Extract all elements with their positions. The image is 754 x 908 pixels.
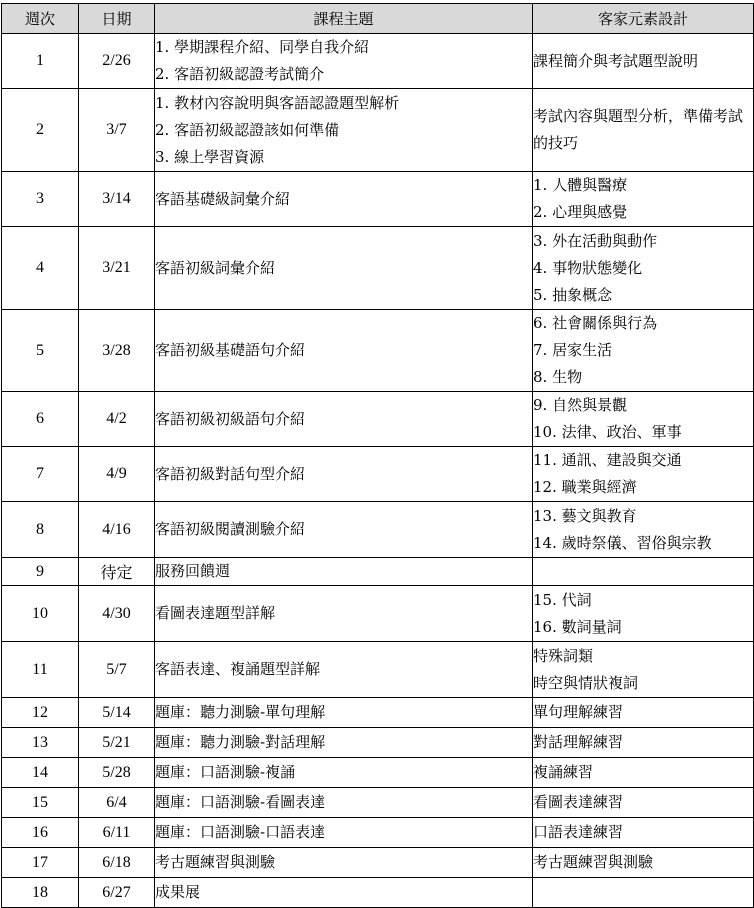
week-cell: 16 bbox=[2, 818, 79, 848]
table-row bbox=[2, 172, 754, 227]
date-cell: 5/28 bbox=[79, 758, 155, 788]
design-line: 考古題練習與測驗 bbox=[533, 853, 654, 871]
design-line: 2. 心理與感覺 bbox=[533, 203, 628, 221]
design-cell bbox=[533, 878, 754, 908]
design-cell bbox=[533, 392, 754, 447]
topic-cell bbox=[155, 758, 533, 788]
design-cell bbox=[533, 447, 754, 502]
header-design: 客家元素設計 bbox=[533, 4, 754, 34]
week-cell: 15 bbox=[2, 788, 79, 818]
week-cell: 18 bbox=[2, 878, 79, 908]
design-line: 時空與情狀複詞 bbox=[533, 673, 639, 692]
topic-cell bbox=[155, 848, 533, 878]
week-cell: 5 bbox=[2, 310, 79, 392]
header-week: 週次 bbox=[2, 4, 79, 34]
week-cell: 1 bbox=[2, 34, 79, 89]
table-row bbox=[2, 878, 754, 908]
topic-cell bbox=[155, 818, 533, 848]
topic-line: 客語基礎級詞彙介紹 bbox=[155, 189, 291, 208]
topic-cell bbox=[155, 728, 533, 758]
topic-line: 客語初級閱讀測驗介紹 bbox=[155, 520, 306, 538]
week-cell: 11 bbox=[2, 642, 79, 698]
design-cell bbox=[533, 788, 754, 818]
topic-line: 題庫：口語測驗-看圖表達 bbox=[155, 793, 326, 811]
design-cell bbox=[533, 728, 754, 758]
week-cell: 9 bbox=[2, 558, 79, 586]
topic-cell bbox=[155, 227, 533, 310]
design-cell bbox=[533, 586, 754, 642]
week-cell: 8 bbox=[2, 502, 79, 558]
topic-line: 客語初級初級語句介紹 bbox=[155, 409, 306, 428]
design-line: 15. 代詞 bbox=[533, 590, 592, 609]
header-row bbox=[2, 4, 754, 34]
week-cell: 6 bbox=[2, 392, 79, 447]
date-cell: 4/9 bbox=[79, 447, 155, 502]
week-cell: 3 bbox=[2, 172, 79, 227]
design-line: 課程簡介與考試題型說明 bbox=[533, 51, 699, 70]
table-row bbox=[2, 586, 754, 642]
topic-cell bbox=[155, 447, 533, 502]
design-line: 10. 法律、政治、軍事 bbox=[533, 423, 682, 441]
design-line: 8. 生物 bbox=[533, 368, 583, 386]
table-row bbox=[2, 818, 754, 848]
design-line: 16. 數詞量詞 bbox=[533, 617, 622, 636]
design-line: 複誦練習 bbox=[533, 763, 594, 781]
date-cell: 3/14 bbox=[79, 172, 155, 227]
date-cell: 4/2 bbox=[79, 392, 155, 447]
design-line: 12. 職業與經濟 bbox=[533, 478, 637, 496]
topic-line: 服務回饋週 bbox=[155, 562, 231, 580]
date-cell: 2/26 bbox=[79, 34, 155, 89]
date-cell: 6/18 bbox=[79, 848, 155, 878]
design-line: 單句理解練習 bbox=[533, 703, 624, 721]
date-cell: 5/7 bbox=[79, 642, 155, 698]
date-cell: 5/14 bbox=[79, 698, 155, 728]
week-cell: 2 bbox=[2, 89, 79, 172]
topic-line: 1. 學期課程介紹、同學自我介紹 bbox=[155, 38, 370, 56]
topic-line: 題庫：口語測驗-複誦 bbox=[155, 763, 296, 781]
design-cell bbox=[533, 558, 754, 586]
table-row bbox=[2, 728, 754, 758]
topic-cell bbox=[155, 878, 533, 908]
table-row bbox=[2, 227, 754, 310]
table-row bbox=[2, 558, 754, 586]
design-line: 9. 自然與景觀 bbox=[533, 396, 628, 414]
design-cell bbox=[533, 698, 754, 728]
design-cell bbox=[533, 172, 754, 227]
topic-cell bbox=[155, 642, 533, 698]
topic-line: 客語初級基礎語句介紹 bbox=[155, 341, 306, 359]
design-cell bbox=[533, 502, 754, 558]
topic-line: 客語表達、複誦題型詳解 bbox=[155, 660, 321, 678]
topic-line: 2. 客語初級認證該如何準備 bbox=[155, 120, 340, 139]
design-cell bbox=[533, 310, 754, 392]
topic-cell bbox=[155, 34, 533, 89]
topic-cell bbox=[155, 586, 533, 642]
design-line: 3. 外在活動與動作 bbox=[533, 231, 658, 250]
topic-line: 2. 客語初級認證考試簡介 bbox=[155, 65, 325, 83]
topic-line: 題庫：聽力測驗-單句理解 bbox=[155, 703, 326, 721]
topic-line: 3. 線上學習資源 bbox=[155, 147, 265, 166]
topic-cell bbox=[155, 788, 533, 818]
topic-cell bbox=[155, 558, 533, 586]
topic-line: 1. 教材內容說明與客語認證題型解析 bbox=[155, 93, 400, 112]
topic-line: 看圖表達題型詳解 bbox=[155, 604, 276, 622]
table-row bbox=[2, 788, 754, 818]
topic-cell bbox=[155, 310, 533, 392]
topic-cell bbox=[155, 502, 533, 558]
design-cell bbox=[533, 642, 754, 698]
design-line: 口語表達練習 bbox=[533, 823, 624, 841]
date-cell: 3/21 bbox=[79, 227, 155, 310]
design-line: 13. 藝文與教育 bbox=[533, 506, 637, 525]
table-row bbox=[2, 34, 754, 89]
design-line: 對話理解練習 bbox=[533, 733, 624, 751]
topic-line: 客語初級對話句型介紹 bbox=[155, 464, 306, 483]
header-topic: 課程主題 bbox=[155, 4, 533, 34]
table-row bbox=[2, 310, 754, 392]
date-cell: 6/27 bbox=[79, 878, 155, 908]
design-line: 6. 社會關係與行為 bbox=[533, 314, 658, 332]
date-cell: 4/30 bbox=[79, 586, 155, 642]
table-row bbox=[2, 848, 754, 878]
design-line: 考試內容與題型分析，準備考試的技巧 bbox=[533, 107, 744, 152]
topic-line: 客語初級詞彙介紹 bbox=[155, 258, 276, 277]
design-line: 特殊詞類 bbox=[533, 646, 594, 665]
topic-cell bbox=[155, 89, 533, 172]
design-line: 看圖表達練習 bbox=[533, 793, 624, 811]
date-cell: 5/21 bbox=[79, 728, 155, 758]
course-schedule-table bbox=[1, 3, 754, 908]
date-cell: 6/4 bbox=[79, 788, 155, 818]
date-cell: 6/11 bbox=[79, 818, 155, 848]
week-cell: 12 bbox=[2, 698, 79, 728]
week-cell: 14 bbox=[2, 758, 79, 788]
week-cell: 10 bbox=[2, 586, 79, 642]
design-line: 7. 居家生活 bbox=[533, 341, 613, 359]
date-cell: 待定 bbox=[79, 558, 155, 586]
table-row bbox=[2, 392, 754, 447]
table-row bbox=[2, 502, 754, 558]
design-cell bbox=[533, 818, 754, 848]
table-row bbox=[2, 698, 754, 728]
header-date: 日期 bbox=[79, 4, 155, 34]
design-line: 5. 抽象概念 bbox=[533, 285, 613, 304]
design-line: 14. 歲時祭儀、習俗與宗教 bbox=[533, 533, 712, 552]
topic-cell bbox=[155, 172, 533, 227]
design-cell bbox=[533, 34, 754, 89]
date-cell: 3/28 bbox=[79, 310, 155, 392]
week-cell: 7 bbox=[2, 447, 79, 502]
topic-line: 考古題練習與測驗 bbox=[155, 853, 276, 871]
design-line: 4. 事物狀態變化 bbox=[533, 258, 643, 277]
topic-cell bbox=[155, 392, 533, 447]
topic-line: 題庫：聽力測驗-對話理解 bbox=[155, 733, 326, 751]
design-cell bbox=[533, 89, 754, 172]
design-line: 11. 通訊、建設與交通 bbox=[533, 451, 682, 469]
design-line: 1. 人體與醫療 bbox=[533, 176, 628, 194]
table-body bbox=[2, 34, 754, 908]
table-row bbox=[2, 642, 754, 698]
topic-line: 成果展 bbox=[155, 883, 201, 901]
table-row bbox=[2, 447, 754, 502]
design-cell bbox=[533, 758, 754, 788]
date-cell: 4/16 bbox=[79, 502, 155, 558]
table-row bbox=[2, 758, 754, 788]
topic-cell bbox=[155, 698, 533, 728]
topic-line: 題庫：口語測驗-口語表達 bbox=[155, 823, 326, 841]
table-row bbox=[2, 89, 754, 172]
week-cell: 13 bbox=[2, 728, 79, 758]
design-cell bbox=[533, 227, 754, 310]
date-cell: 3/7 bbox=[79, 89, 155, 172]
week-cell: 17 bbox=[2, 848, 79, 878]
week-cell: 4 bbox=[2, 227, 79, 310]
design-cell bbox=[533, 848, 754, 878]
